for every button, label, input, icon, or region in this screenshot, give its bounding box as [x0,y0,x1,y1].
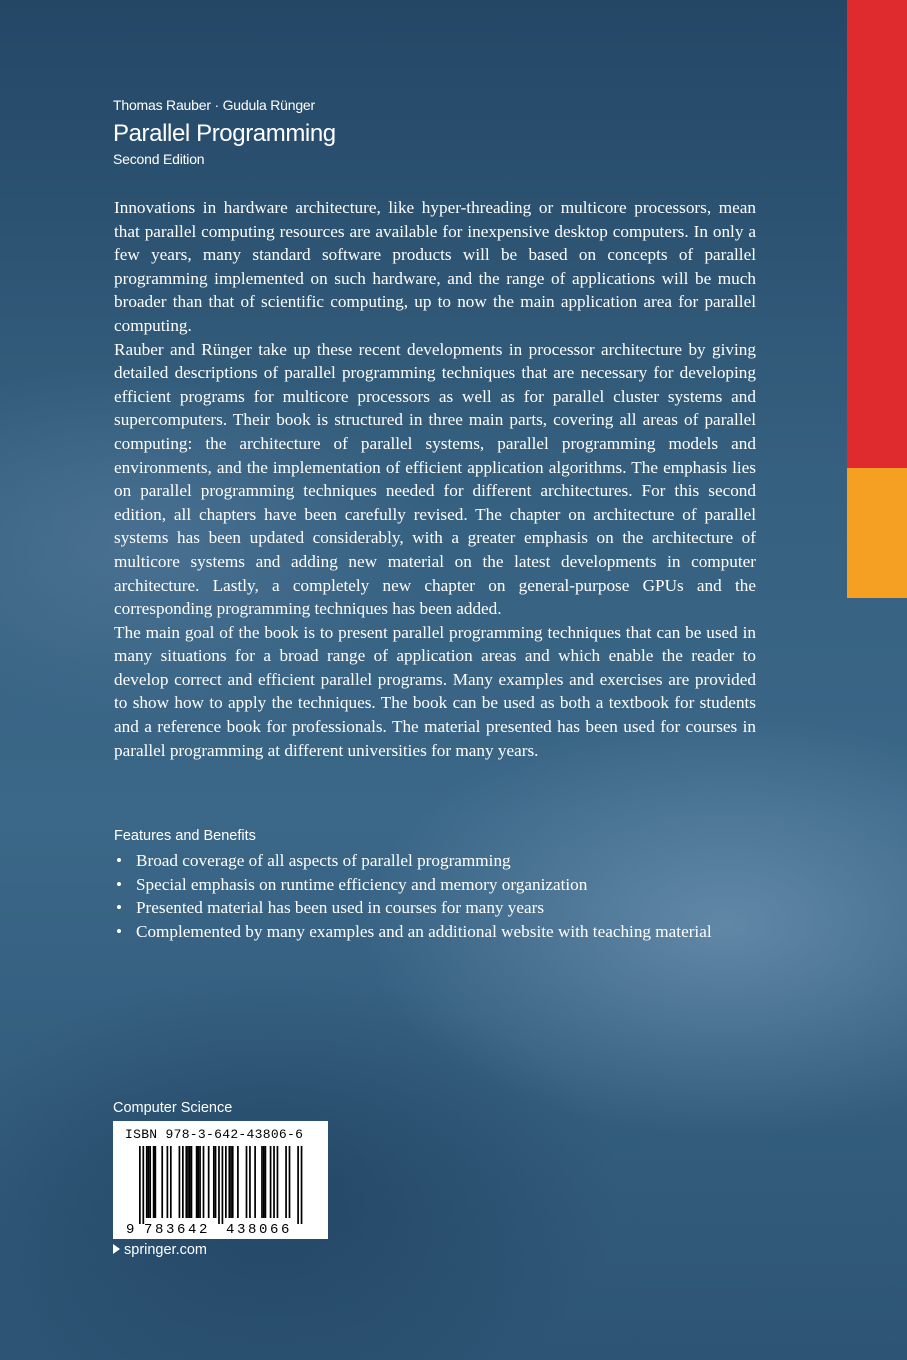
barcode-bar [185,1146,187,1218]
description-paragraph: Rauber and Rünger take up these recent developments in processor architecture by giving detailed descriptions of parallel programming techniques that are necessary for developing efficient programs for multicore processors as well as for parallel cluster systems and supercomputers. Their book is structured in three main parts, covering all areas of parallel computing: the architecture of parallel systems, parallel programming models and environments, and the implementation of efficient application algorithms. The emphasis lies on parallel programming techniques needed for different architectures. For this second edition, all chapters have been carefully revised. The chapter on architecture of parallel systems has been updated considerably, with a greater emphasis on the architecture of multicore systems and adding new material on the latest developments in computer architecture. Lastly, a completely new chapter on general-purpose GPUs and the corresponding programming techniques has been added. [114,339,756,619]
barcode-bar [189,1146,191,1218]
list-item [114,896,756,920]
barcode-bar [146,1146,148,1218]
barcode-bar [225,1146,227,1218]
bullet-icon: • [116,898,123,918]
barcode-lead-digit: 9 [126,1222,135,1238]
barcode-bar [187,1146,189,1218]
barcode-right-digits: 438066 [226,1222,293,1238]
feature-text: Broad coverage of all aspects of parallel programming [136,851,511,870]
website-text: springer.com [124,1242,208,1258]
barcode-bar [167,1146,169,1218]
barcode-bar [203,1146,205,1218]
edition: Second Edition [113,151,205,167]
barcode-bar [230,1146,232,1218]
barcode-bar [161,1146,163,1218]
barcode-bar [254,1146,256,1218]
barcode-bar [208,1146,210,1218]
description-paragraph: The main goal of the book is to present parallel programming techniques that can be used in many situations for a broad range of application areas and which enable the reader to develop correct and efficient parallel programs. Many examples and exercises are provided to show how to apply the techniques. The book can be used as both a textbook for students and a reference book for professionals. The material presented has been used for courses in parallel programming at different universities for many years. [114,622,756,760]
barcode-bar [261,1146,263,1218]
features-section [114,826,756,943]
barcode-bar [218,1146,220,1224]
list-item [114,873,756,897]
book-title: Parallel Programming [113,120,336,147]
barcode-bar [265,1146,267,1218]
barcode-bar [142,1146,144,1224]
barcode-bar [170,1146,172,1218]
barcode-bar [249,1146,251,1218]
barcode-bar [179,1146,181,1218]
barcode-bar [301,1146,303,1224]
barcode-bar [215,1146,217,1218]
barcode-bar [289,1146,291,1218]
barcode-bar [237,1146,239,1218]
book-description [114,196,756,762]
barcode-bar [297,1146,299,1224]
barcode-bar [270,1146,272,1218]
barcode-bar [182,1146,184,1218]
list-item [114,920,756,944]
publisher-website [113,1240,207,1260]
isbn-label: ISBN 978-3-642-43806-6 [125,1127,304,1142]
barcode-bar [228,1146,230,1218]
barcode-bar [139,1146,141,1224]
barcode-bar [154,1146,156,1218]
feature-text: Presented material has been used in courses for many years [136,898,545,918]
barcode-bar [199,1146,201,1218]
bullet-icon: • [116,921,123,941]
authors: Thomas Rauber · Gudula Rünger [113,97,315,113]
features-list [114,849,756,943]
barcode-bar [153,1146,155,1218]
barcode-left-digits: 783642 [144,1222,211,1238]
barcode-bar [285,1146,287,1218]
bullet-icon: • [116,874,123,894]
feature-text: Special emphasis on runtime efficiency and memory organization [136,874,588,894]
red-spine-stripe [847,0,907,468]
isbn-barcode [113,1121,328,1239]
subject-category: Computer Science [113,1100,233,1116]
orange-spine-stripe [847,468,907,598]
barcode-bar [222,1146,224,1224]
bullet-icon: • [116,851,123,870]
description-paragraph: Innovations in hardware architecture, like hyper-threading or multicore processors, mean that parallel computing resources are available for inexpensive desktop computers. In only a few years, many standard software products will be based on concepts of parallel programming implemented on such hardware, and the range of applications will be much broader than that of scientific computing, up to now the main application area for parallel computing. [114,198,756,335]
barcode-bar [277,1146,279,1218]
barcode-graphic [113,1121,328,1239]
list-item [114,849,756,873]
barcode-bar [273,1146,275,1218]
barcode-bar [191,1146,193,1218]
barcode-bars [139,1146,302,1224]
barcode-bar [149,1146,151,1218]
arrow-right-icon [113,1244,120,1254]
barcode-bar [213,1146,215,1218]
barcode-bar [148,1146,150,1218]
barcode-bar [246,1146,248,1218]
features-heading: Features and Benefits [114,828,256,844]
barcode-bar [197,1146,199,1218]
feature-text: Complemented by many examples and an additional website with teaching material [136,921,712,941]
book-header [113,96,336,168]
barcode-bar [232,1146,234,1218]
barcode-bar [263,1146,265,1218]
barcode-bar [196,1146,198,1218]
